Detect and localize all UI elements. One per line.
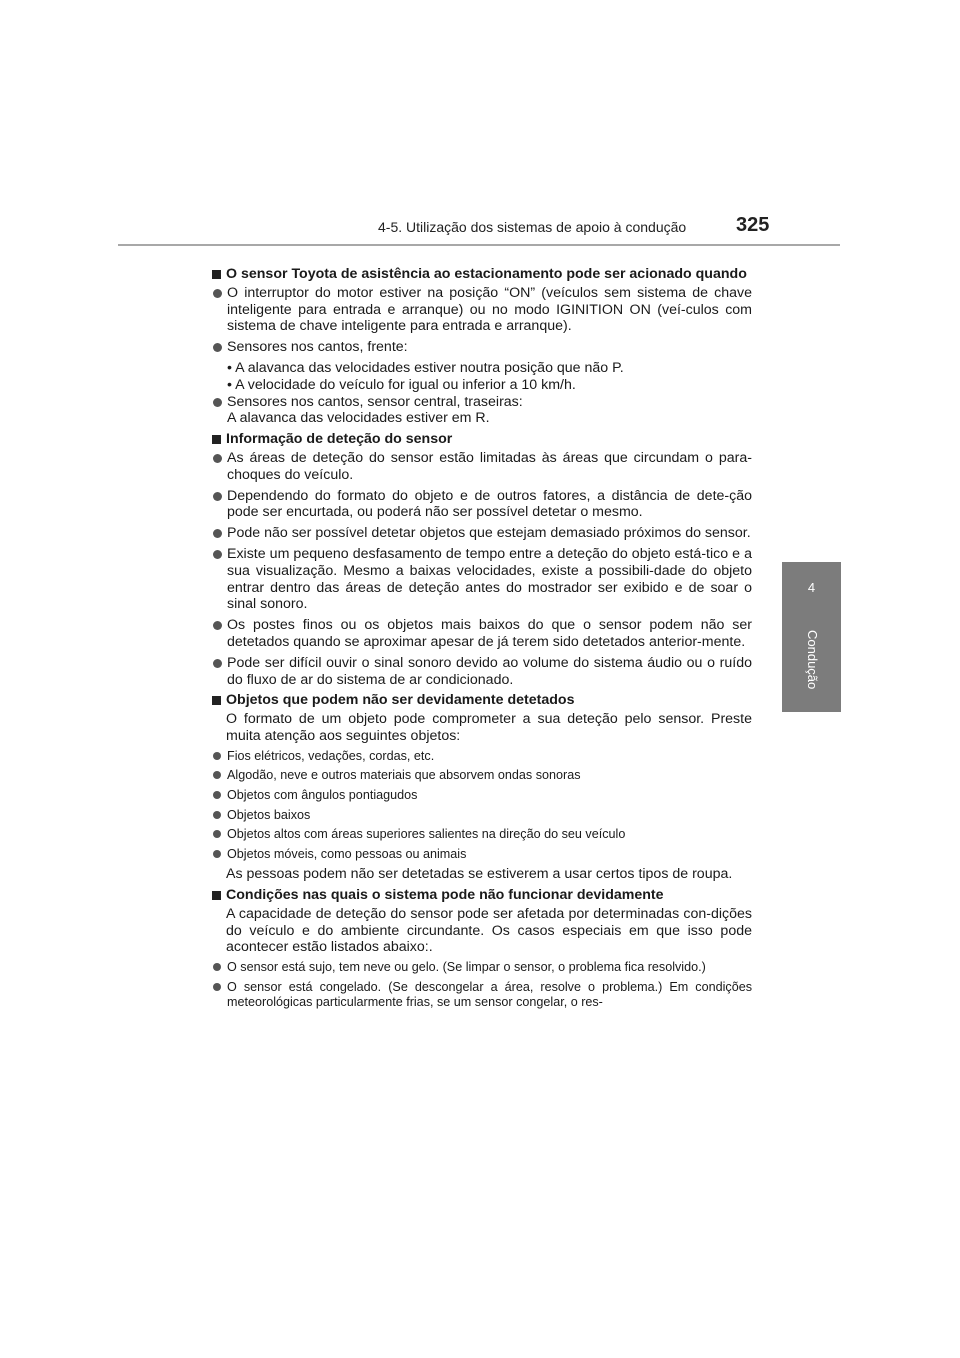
- small-list: [212, 960, 752, 1011]
- sub-list: [212, 360, 752, 394]
- square-bullet-icon: [212, 696, 221, 705]
- paragraph: As pessoas podem não ser detetadas se estiverem a usar certos tipos de roupa.: [226, 866, 733, 883]
- list-item-text: Dependendo do formato do objeto e de outros fatores, a distância de dete-ção pode ser encurtada, ou poderá não ser possível detetar o mesmo.: [227, 487, 752, 521]
- list-item-text: Os postes finos ou os objetos mais baixos do que o sensor podem não ser detetados quando se aproximar apesar de já terem sido detetados anterior-mente.: [227, 617, 752, 650]
- circle-bullet-icon: [213, 621, 222, 630]
- list-item: [212, 546, 752, 613]
- list-item: [212, 617, 752, 651]
- list-item-text: Objetos com ângulos pontiagudos: [227, 787, 418, 802]
- list-item: [212, 808, 752, 824]
- circle-bullet-icon: [213, 850, 221, 858]
- chapter-label: Condução: [805, 630, 820, 690]
- paragraph: O formato de um objeto pode comprometer a sua deteção pelo sensor. Preste muita atenção aos seguintes objetos:: [226, 711, 752, 744]
- circle-bullet-icon: [213, 830, 221, 838]
- circle-bullet-icon: [213, 289, 222, 298]
- list-item-text: O sensor está congelado. (Se descongelar a área, resolve o problema.) Em condições meteorológicas particularmente frias, se um sensor congelar, o res-: [227, 979, 752, 1010]
- section-heading-detection-info: [212, 431, 752, 448]
- chapter-number: 4: [807, 580, 816, 595]
- list-item-text: Existe um pequeno desfasamento de tempo entre a deteção do objeto está-tico e a sua visualização. Mesmo a baixas velocidades, existe a possibili-dade do objeto entrar dentro das áreas de deteção antes do mostrador ser exibido e de soar o sinal sonoro.: [227, 545, 752, 613]
- list-item-text: Sensores nos cantos, sensor central, traseiras:: [227, 393, 523, 410]
- circle-bullet-icon: [213, 811, 221, 819]
- chapter-label-wrapper: [804, 630, 824, 710]
- list-item: [212, 960, 752, 976]
- circle-bullet-icon: [213, 963, 221, 971]
- list-item-text: O sensor está sujo, tem neve ou gelo. (Se limpar o sensor, o problema fica resolvido.): [227, 960, 706, 975]
- circle-bullet-icon: [213, 752, 221, 760]
- circle-bullet-icon: [213, 398, 222, 407]
- section-heading-malfunction-conditions: [212, 887, 752, 904]
- page-number: 325: [736, 214, 770, 236]
- list-item: [212, 285, 752, 335]
- list-item: [212, 450, 752, 484]
- heading-text: Condições nas quais o sistema pode não funcionar devidamente: [226, 887, 664, 904]
- sub-list-item: • A velocidade do veículo for igual ou inferior a 10 km/h.: [227, 376, 576, 393]
- section-heading-undetected-objects: [212, 692, 752, 709]
- square-bullet-icon: [212, 270, 221, 279]
- header-divider: [118, 244, 840, 246]
- heading-text: O sensor Toyota de asistência ao estacionamento pode ser acionado quando: [226, 266, 747, 282]
- list-item: [212, 339, 752, 356]
- list-item: [212, 847, 752, 863]
- list-item: [212, 488, 752, 522]
- list-item-text: Algodão, neve e outros materiais que absorvem ondas sonoras: [227, 768, 581, 783]
- square-bullet-icon: [212, 891, 221, 900]
- square-bullet-icon: [212, 435, 221, 444]
- sub-list-item: • A alavanca das velocidades estiver noutra posição que não P.: [227, 359, 624, 376]
- list-item-text: Pode não ser possível detetar objetos que estejam demasiado próximos do sensor.: [227, 525, 751, 542]
- list-item: [212, 655, 752, 689]
- list-item: [212, 788, 752, 804]
- page-content: [212, 266, 752, 1015]
- small-list: [212, 749, 752, 863]
- list-item-text: O interruptor do motor estiver na posição “ON” (veículos sem sistema de chave inteligente para entrada e arranque) ou no modo IGINITION ON (veí-culos com sistema de chave inteligente para entrada e arranque).: [227, 284, 752, 335]
- paragraph: A capacidade de deteção do sensor pode ser afetada por determinadas con-dições do veículo e do ambiente circundante. Os casos especiais em que isso pode acontecer estão listados abaixo:.: [226, 905, 752, 956]
- heading-text: Objetos que podem não ser devidamente detetados: [226, 692, 575, 709]
- circle-bullet-icon: [213, 550, 222, 559]
- circle-bullet-icon: [213, 983, 221, 991]
- list-item-text: Fios elétricos, vedações, cordas, etc.: [227, 748, 435, 763]
- section-title: 4-5. Utilização dos sistemas de apoio à condução: [378, 219, 687, 235]
- page-header: [0, 0, 960, 250]
- list-item: [212, 749, 752, 765]
- list-item-text: Objetos altos com áreas superiores salientes na direção do seu veículo: [227, 827, 626, 842]
- list-item-text: Sensores nos cantos, frente:: [227, 339, 408, 356]
- circle-bullet-icon: [213, 454, 222, 463]
- list-item: [212, 768, 752, 784]
- list-item-text: As áreas de deteção do sensor estão limitadas às áreas que circundam o para-choques do veículo.: [227, 449, 752, 483]
- list-item: [212, 394, 752, 428]
- list-item: [212, 525, 752, 542]
- circle-bullet-icon: [213, 791, 221, 799]
- section-heading-activation: [212, 266, 752, 283]
- list-item: [212, 980, 752, 1011]
- circle-bullet-icon: [213, 771, 221, 779]
- list-item-text: Objetos baixos: [227, 807, 311, 822]
- list-item: [212, 827, 752, 843]
- list-item-text: Pode ser difícil ouvir o sinal sonoro devido ao volume do sistema áudio ou o ruído do fluxo de ar do sistema de ar condicionado.: [227, 654, 752, 688]
- circle-bullet-icon: [213, 343, 222, 352]
- circle-bullet-icon: [213, 529, 222, 538]
- circle-bullet-icon: [213, 659, 222, 668]
- list-item-text: A alavanca das velocidades estiver em R.: [227, 410, 490, 427]
- list-item-text: Objetos móveis, como pessoas ou animais: [227, 846, 467, 861]
- heading-text: Informação de deteção do sensor: [226, 431, 453, 448]
- circle-bullet-icon: [213, 492, 222, 501]
